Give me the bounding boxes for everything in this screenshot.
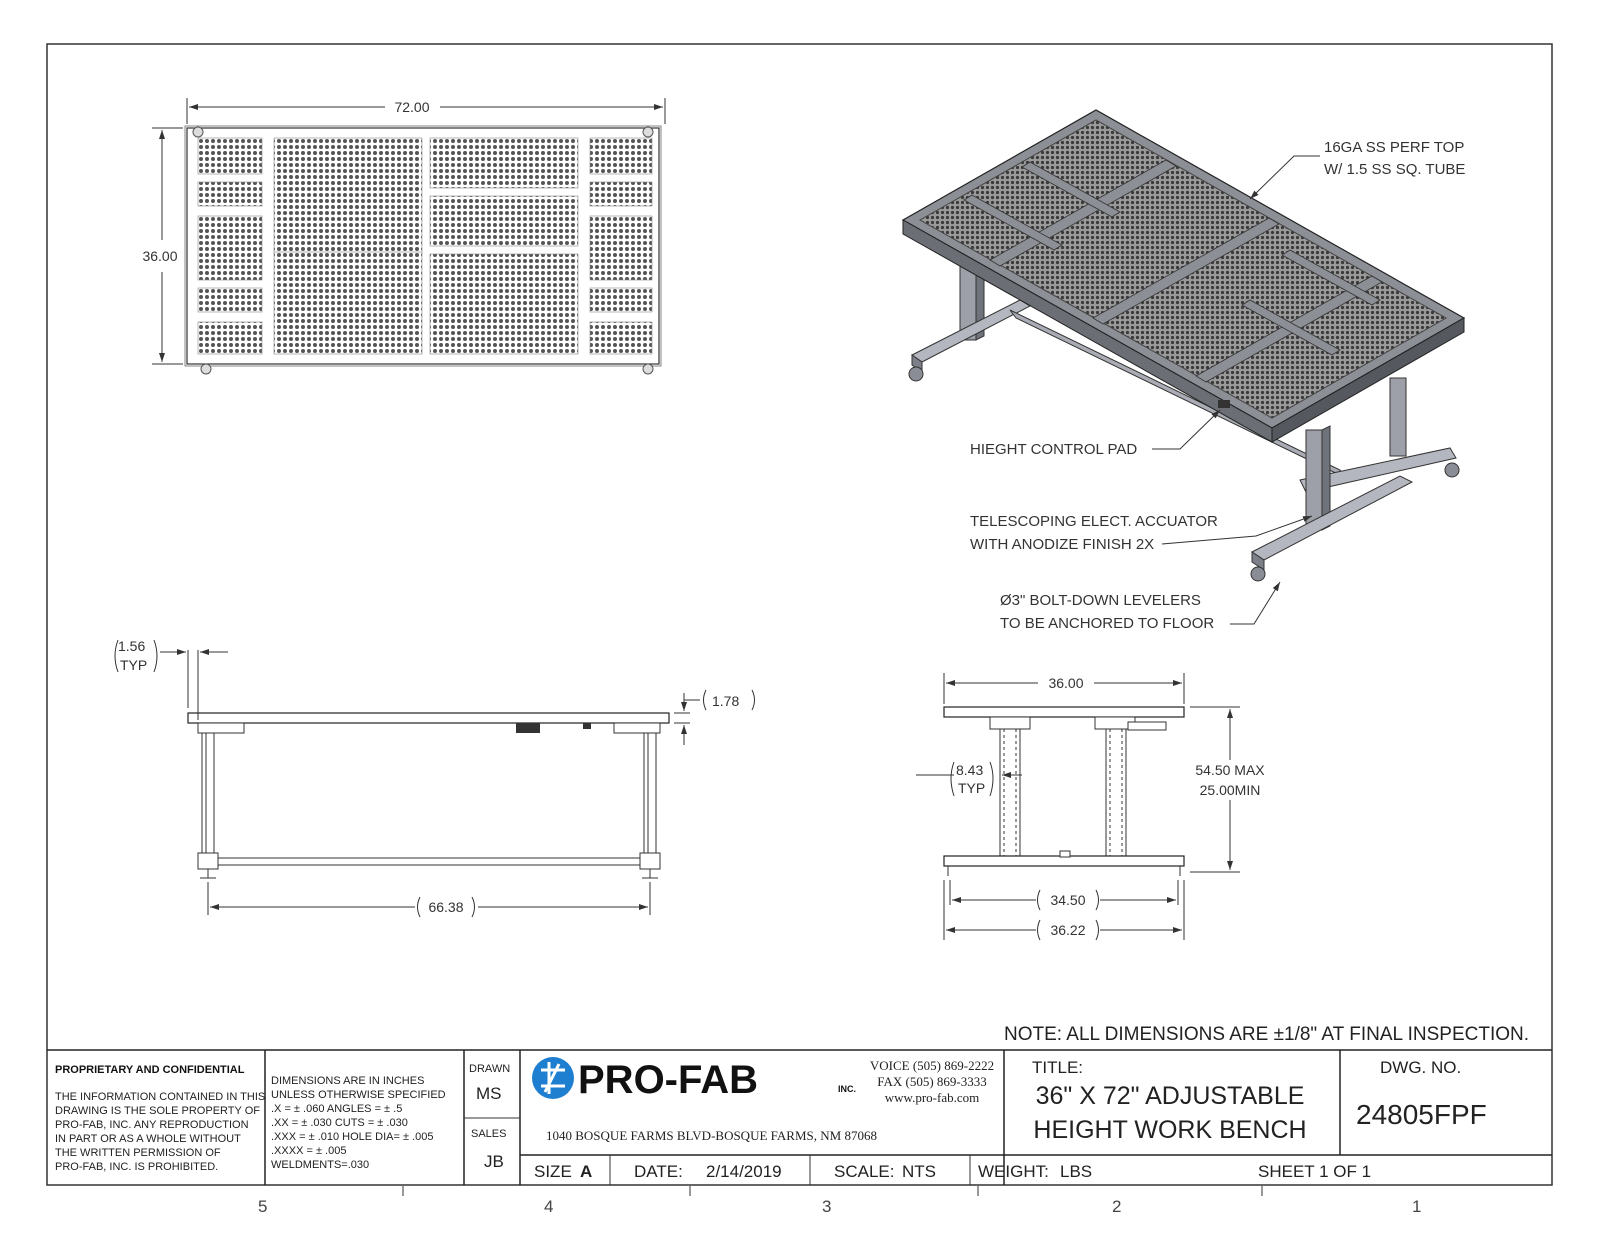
title-block [47,1050,1552,1185]
zone-label: 1 [1412,1197,1422,1216]
tolerance-line: .X = ± .060 ANGLES = ± .5 [271,1103,403,1115]
proprietary-line: DRAWING IS THE SOLE PROPERTY OF [55,1105,260,1117]
iso-view [903,110,1464,581]
title-label: TITLE: [1032,1058,1084,1077]
callout-leveler-1: Ø3" BOLT-DOWN LEVELERS [1000,592,1201,609]
zone-markers [258,1186,1421,1216]
tolerance-line: .XX = ± .030 CUTS = ± .030 [271,1117,408,1129]
dim-top-thickness: 1.78 [712,693,740,709]
dwg-number: 24805FPF [1356,1099,1487,1130]
scale-label: SCALE: [834,1162,895,1181]
company-address: 1040 BOSQUE FARMS BLVD-BOSQUE FARMS, NM 87068 [546,1128,877,1143]
dim-leg-offset-typ: TYP [958,780,986,796]
tolerance-line: UNLESS OTHERWISE SPECIFIED [271,1089,446,1101]
proprietary-line: THE INFORMATION CONTAINED IN THIS [55,1091,266,1103]
end-view [916,673,1265,940]
zone-label: 2 [1112,1197,1122,1216]
date-value: 2/14/2019 [706,1162,782,1181]
callout-actuator-2: WITH ANODIZE FINISH 2X [970,536,1155,553]
dim-leg-span: 66.38 [428,899,464,915]
title-line-2: HEIGHT WORK BENCH [1033,1116,1307,1144]
zone-label: 4 [544,1197,554,1216]
title-line-1: 36" X 72" ADJUSTABLE [1035,1082,1305,1110]
proprietary-line: PRO-FAB, INC. ANY REPRODUCTION [55,1119,249,1131]
sales-label: SALES [471,1128,507,1140]
zone-label: 5 [258,1197,268,1216]
dim-end-width: 36.00 [1048,675,1084,691]
tolerance-line: DIMENSIONS ARE IN INCHES [271,1075,425,1087]
drawn-label: DRAWN [469,1063,511,1075]
front-view [115,638,755,917]
phone-voice: VOICE (505) 869-2222 [869,1058,995,1073]
weight-label: WEIGHT: [978,1162,1049,1181]
size-value: A [580,1162,593,1181]
pro-fab-logo [532,1057,856,1102]
dim-height-max: 54.50 MAX [1195,762,1265,778]
size-label: SIZE [534,1162,572,1181]
dim-top-width: 72.00 [394,99,430,115]
weight-value: LBS [1060,1162,1093,1181]
callout-leveler-2: TO BE ANCHORED TO FLOOR [1000,615,1215,632]
date-label: DATE: [634,1162,683,1181]
company-suffix: INC. [838,1084,856,1094]
phone-fax: FAX (505) 869-3333 [877,1074,987,1089]
callout-top-2: W/ 1.5 SS SQ. TUBE [1324,161,1466,178]
dwg-label: DWG. NO. [1380,1058,1462,1077]
scale-value: NTS [902,1162,936,1181]
sales-value: JB [484,1152,504,1171]
callout-actuator-1: TELESCOPING ELECT. ACCUATOR [970,513,1218,530]
proprietary-line: PRO-FAB, INC. IS PROHIBITED. [55,1161,219,1173]
dim-typ-value: 1.56 [118,638,146,654]
proprietary-heading: PROPRIETARY AND CONFIDENTIAL [55,1064,245,1076]
dim-leg-offset: 8.43 [956,762,984,778]
dim-typ-label: TYP [120,657,148,673]
company-name: PRO-FAB [578,1058,758,1102]
tolerance-line: .XXX = ± .010 HOLE DIA= ± .005 [271,1131,434,1143]
sheet-number: SHEET 1 OF 1 [1258,1162,1372,1181]
proprietary-line: THE WRITTEN PERMISSION OF [55,1147,221,1159]
proprietary-line: IN PART OR AS A WHOLE WITHOUT [55,1133,241,1145]
inspection-note: NOTE: ALL DIMENSIONS ARE ±1/8" AT FINAL INSPECTION. [1004,1024,1530,1045]
zone-label: 3 [822,1197,832,1216]
tolerance-line: WELDMENTS=.030 [271,1159,370,1171]
dim-foot-inner: 34.50 [1050,892,1086,908]
dim-height-min: 25.00MIN [1199,782,1261,798]
dim-foot-outer: 36.22 [1050,922,1086,938]
top-view [142,98,665,374]
company-website: www.pro-fab.com [884,1090,980,1105]
tolerance-line: .XXXX = ± .005 [271,1145,347,1157]
callout-top-1: 16GA SS PERF TOP [1324,139,1465,156]
dim-top-depth: 36.00 [142,248,178,264]
drawn-value: MS [476,1084,502,1103]
callout-control-pad: HIEGHT CONTROL PAD [970,441,1138,458]
